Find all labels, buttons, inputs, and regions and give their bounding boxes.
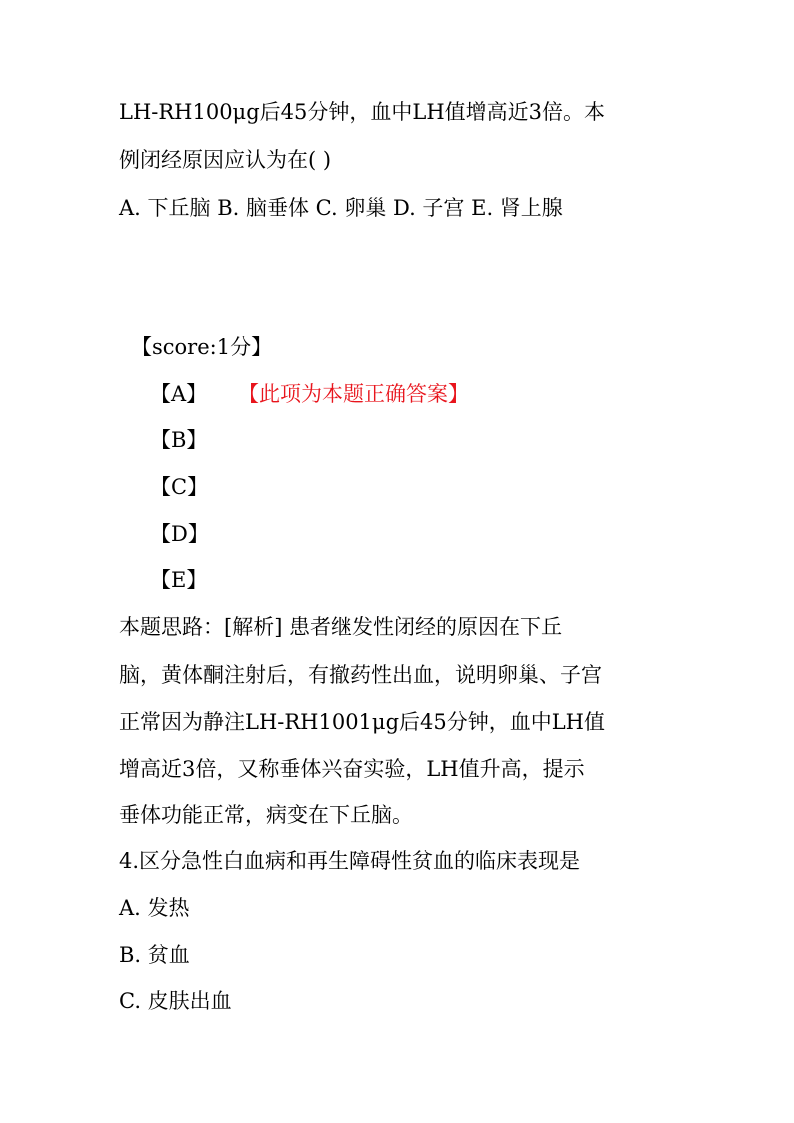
explanation-line-2: 脑，黄体酮注射后，有撤药性出血，说明卵巢、子宫 bbox=[119, 663, 602, 687]
answer-option-b: 【B】 bbox=[150, 428, 208, 452]
answer-option-d: 【D】 bbox=[150, 522, 209, 546]
question-options-line: A. 下丘脑 B. 脑垂体 C. 卵巢 D. 子宫 E. 肾上腺 bbox=[119, 196, 563, 220]
question-text-line-2: 例闭经原因应认为在( ) bbox=[119, 148, 332, 172]
answer-option-e: 【E】 bbox=[150, 568, 208, 592]
score-label: 【score:1分】 bbox=[131, 335, 273, 359]
correct-answer-note: 【此项为本题正确答案】 bbox=[238, 382, 469, 406]
next-question-option-a: A. 发热 bbox=[119, 896, 190, 920]
answer-option-c: 【C】 bbox=[150, 475, 209, 499]
answer-option-a: 【A】 bbox=[150, 382, 208, 406]
next-question-title: 4.区分急性白血病和再生障碍性贫血的临床表现是 bbox=[119, 849, 581, 873]
explanation-line-3: 正常因为静注LH-RH1001μg后45分钟，血中LH值 bbox=[119, 710, 605, 734]
next-question-option-b: B. 贫血 bbox=[119, 943, 190, 967]
explanation-line-5: 垂体功能正常，病变在下丘脑。 bbox=[119, 803, 413, 827]
question-text-line-1: LH-RH100μg后45分钟，血中LH值增高近3倍。本 bbox=[119, 100, 605, 124]
explanation-line-1: 本题思路：[解析] 患者继发性闭经的原因在下丘 bbox=[119, 615, 563, 639]
next-question-option-c: C. 皮肤出血 bbox=[119, 989, 232, 1013]
explanation-line-4: 增高近3倍，又称垂体兴奋实验，LH值升高，提示 bbox=[119, 757, 585, 781]
